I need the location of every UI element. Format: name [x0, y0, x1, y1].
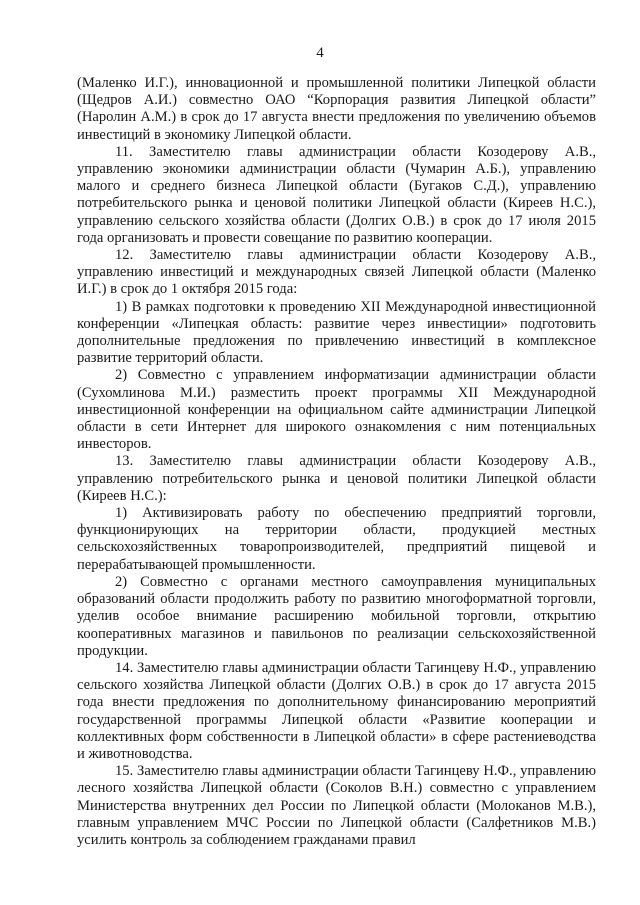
paragraph-item-11: 11. Заместителю главы администрации области Козодерову А.В., управлению экономики администрации области (Чумарин А.Б.), управлению малого и среднего бизнеса Липецкой области (Бугаков С.Д.), управлению потребительского рынка и ценовой политики Липецкой области (Киреев Н.С.), управлению сельского хозяйства области (Долгих О.В.) в срок до 17 июля 2015 года организовать и провести совещание по развитию кооперации. [77, 143, 596, 246]
page-number: 4 [316, 45, 324, 61]
paragraph-item-12: 12. Заместителю главы администрации области Козодерову А.В., управлению инвестиций и международных связей Липецкой области (Маленко И.Г.) в срок до 1 октября 2015 года: [77, 247, 596, 298]
paragraph-continuation: (Маленко И.Г.), инновационной и промышленной политики Липецкой области (Щедров А.И.) совместно ОАО “Корпорация развития Липецкой области” (Наролин А.М.) в срок до 17 августа внести предложения по увеличению объемов инвестиций в экономику Липецкой области. [77, 75, 596, 143]
paragraph-item-13: 13. Заместителю главы администрации области Козодерову А.В., управлению потребительского рынка и ценовой политики Липецкой области (Киреев Н.С.): [77, 453, 596, 504]
paragraph-item-13-2: 2) Совместно с органами местного самоуправления муниципальных образований области продолжить работу по развитию многоформатной торговли, уделив особое внимание расширению мобильной торговли, открытию кооперативных магазинов и павильонов по реализации сельскохозяйственной продукции. [77, 573, 596, 659]
paragraph-item-13-1: 1) Активизировать работу по обеспечению предприятий торговли, функционирующих на территории области, продукцией местных сельскохозяйственных товаропроизводителей, предприятий пищевой и перерабатывающей промышленности. [77, 505, 596, 573]
paragraph-item-12-2: 2) Совместно с управлением информатизации администрации области (Сухомлинова М.И.) разместить проект программы XII Международной инвестиционной конференции на официальном сайте администрации Липецкой области в сети Интернет для широкого ознакомления с ним потенциальных инвесторов. [77, 367, 596, 453]
paragraph-item-12-1: 1) В рамках подготовки к проведению XII Международной инвестиционной конференции «Липецкая область: развитие через инвестиции» подготовить дополнительные предложения по привлечению инвестиций в комплексное развитие территорий области. [77, 298, 596, 367]
paragraph-item-15: 15. Заместителю главы администрации области Тагинцеву Н.Ф., управлению лесного хозяйства Липецкой области (Соколов В.Н.) совместно с управлением Министерства внутренних дел России по Липецкой области (Молоканов М.В.), главным управлением МЧС России по Липецкой области (Салфетников М.В.) усилить контроль за соблюдением гражданами правил [77, 763, 596, 848]
paragraph-item-14: 14. Заместителю главы администрации области Тагинцеву Н.Ф., управлению сельского хозяйства Липецкой области (Долгих О.В.) в срок до 17 августа 2015 года внести предложения по дополнительному финансированию мероприятий государственной программы Липецкой области «Развитие кооперации и коллективных форм собственности в Липецкой области» в сфере растениеводства и животноводства. [77, 659, 596, 762]
document-body [77, 75, 596, 849]
